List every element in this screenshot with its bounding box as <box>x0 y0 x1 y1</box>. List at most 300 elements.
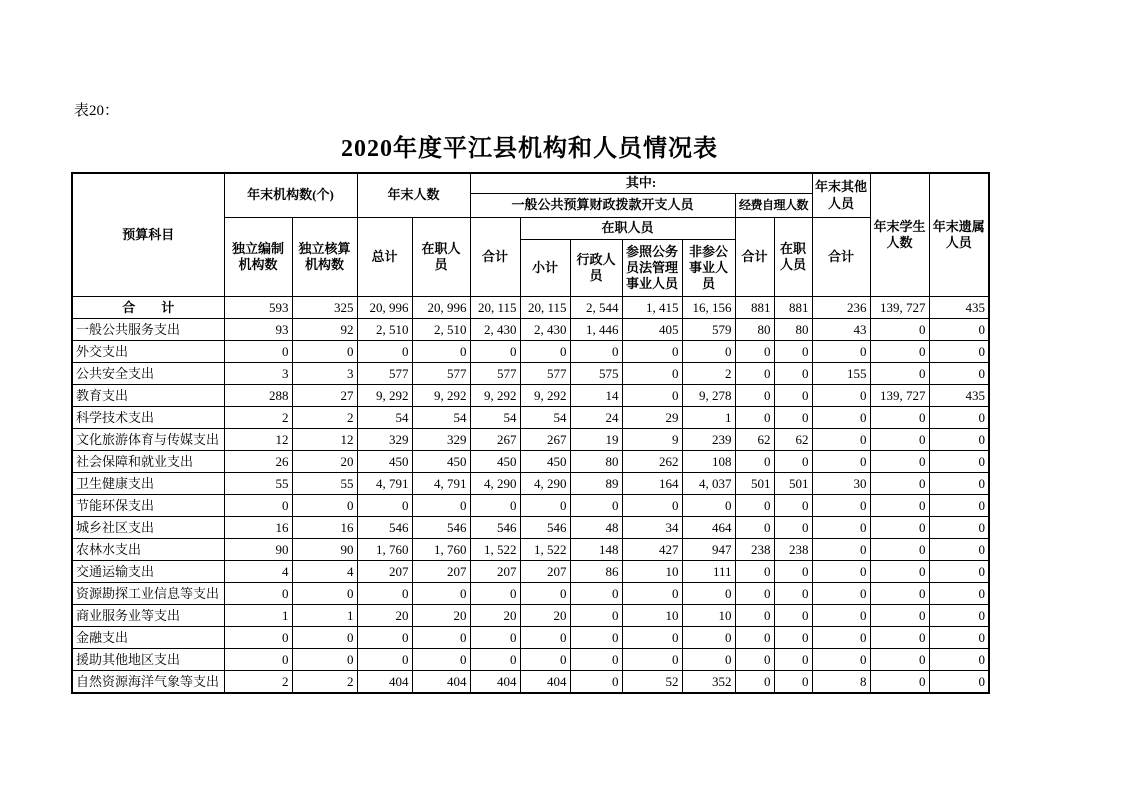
header-year-end-headcount: 年末人数 <box>357 173 470 218</box>
cell-value: 0 <box>812 451 870 473</box>
cell-value: 0 <box>520 495 570 517</box>
cell-value: 0 <box>870 319 929 341</box>
table-row <box>72 297 989 319</box>
cell-value: 450 <box>412 451 470 473</box>
cell-value: 20 <box>470 605 520 627</box>
cell-value: 0 <box>292 583 357 605</box>
cell-value: 579 <box>682 319 735 341</box>
cell-value: 0 <box>357 341 412 363</box>
cell-value: 0 <box>357 583 412 605</box>
cell-value: 288 <box>224 385 292 407</box>
cell-value: 10 <box>622 605 682 627</box>
table-row <box>72 363 989 385</box>
cell-value: 0 <box>774 407 812 429</box>
cell-value: 80 <box>735 319 774 341</box>
header-subtotal: 小计 <box>520 240 570 297</box>
cell-value: 0 <box>774 649 812 671</box>
cell-value: 20 <box>292 451 357 473</box>
cell-value: 0 <box>812 429 870 451</box>
header-year-end-survivors: 年末遗属人员 <box>929 173 989 297</box>
cell-value: 54 <box>470 407 520 429</box>
cell-value: 0 <box>735 363 774 385</box>
cell-value: 0 <box>292 341 357 363</box>
cell-value: 0 <box>735 495 774 517</box>
cell-value: 0 <box>812 561 870 583</box>
cell-value: 0 <box>929 649 989 671</box>
cell-value: 546 <box>357 517 412 539</box>
header-total: 总计 <box>357 218 412 297</box>
cell-value: 207 <box>470 561 520 583</box>
header-admin-personnel: 行政人员 <box>570 240 622 297</box>
table-row <box>72 627 989 649</box>
cell-value: 0 <box>412 649 470 671</box>
cell-value: 3 <box>292 363 357 385</box>
cell-value: 501 <box>774 473 812 495</box>
cell-value: 329 <box>357 429 412 451</box>
cell-value: 0 <box>774 627 812 649</box>
cell-value: 148 <box>570 539 622 561</box>
cell-value: 0 <box>870 583 929 605</box>
cell-value: 0 <box>622 385 682 407</box>
cell-value: 14 <box>570 385 622 407</box>
cell-value: 0 <box>929 539 989 561</box>
cell-value: 0 <box>870 605 929 627</box>
cell-value: 0 <box>929 363 989 385</box>
header-of-which: 其中: <box>470 173 812 194</box>
cell-value: 80 <box>570 451 622 473</box>
cell-value: 1, 522 <box>520 539 570 561</box>
header-sf-on-duty: 在职人员 <box>774 218 812 297</box>
row-label: 资源勘探工业信息等支出 <box>72 583 224 605</box>
cell-value: 0 <box>774 363 812 385</box>
cell-value: 4, 037 <box>682 473 735 495</box>
table-header <box>72 173 989 297</box>
cell-value: 4, 791 <box>357 473 412 495</box>
cell-value: 0 <box>622 583 682 605</box>
cell-value: 0 <box>774 671 812 694</box>
cell-value: 54 <box>520 407 570 429</box>
cell-value: 55 <box>292 473 357 495</box>
cell-value: 20, 115 <box>520 297 570 319</box>
cell-value: 267 <box>520 429 570 451</box>
cell-value: 0 <box>774 561 812 583</box>
cell-value: 0 <box>735 649 774 671</box>
header-year-end-students: 年末学生人数 <box>870 173 929 297</box>
row-label: 科学技术支出 <box>72 407 224 429</box>
cell-value: 0 <box>520 583 570 605</box>
cell-value: 0 <box>622 627 682 649</box>
cell-value: 239 <box>682 429 735 451</box>
cell-value: 0 <box>870 429 929 451</box>
cell-value: 207 <box>357 561 412 583</box>
cell-value: 16, 156 <box>682 297 735 319</box>
row-label: 合 计 <box>72 297 224 319</box>
row-label: 卫生健康支出 <box>72 473 224 495</box>
cell-value: 108 <box>682 451 735 473</box>
cell-value: 0 <box>812 539 870 561</box>
cell-value: 1, 522 <box>470 539 520 561</box>
cell-value: 9, 278 <box>682 385 735 407</box>
cell-value: 0 <box>570 583 622 605</box>
cell-value: 52 <box>622 671 682 694</box>
table-row <box>72 649 989 671</box>
cell-value: 0 <box>570 341 622 363</box>
table-row <box>72 605 989 627</box>
cell-value: 164 <box>622 473 682 495</box>
cell-value: 9, 292 <box>412 385 470 407</box>
cell-value: 3 <box>224 363 292 385</box>
row-label: 商业服务业等支出 <box>72 605 224 627</box>
cell-value: 0 <box>412 495 470 517</box>
table-row <box>72 671 989 694</box>
cell-value: 20, 996 <box>412 297 470 319</box>
cell-value: 464 <box>682 517 735 539</box>
cell-value: 0 <box>929 473 989 495</box>
row-label: 公共安全支出 <box>72 363 224 385</box>
cell-value: 20, 996 <box>357 297 412 319</box>
cell-value: 404 <box>357 671 412 694</box>
cell-value: 1, 446 <box>570 319 622 341</box>
cell-value: 546 <box>412 517 470 539</box>
cell-value: 0 <box>292 627 357 649</box>
cell-value: 1, 760 <box>412 539 470 561</box>
cell-value: 0 <box>870 561 929 583</box>
cell-value: 0 <box>520 627 570 649</box>
cell-value: 238 <box>735 539 774 561</box>
cell-value: 0 <box>735 671 774 694</box>
row-label: 援助其他地区支出 <box>72 649 224 671</box>
cell-value: 947 <box>682 539 735 561</box>
table-row <box>72 451 989 473</box>
cell-value: 0 <box>622 649 682 671</box>
cell-value: 0 <box>735 605 774 627</box>
cell-value: 325 <box>292 297 357 319</box>
cell-value: 4 <box>224 561 292 583</box>
cell-value: 2, 430 <box>520 319 570 341</box>
cell-value: 62 <box>735 429 774 451</box>
cell-value: 2 <box>224 671 292 694</box>
cell-value: 90 <box>292 539 357 561</box>
cell-value: 0 <box>224 341 292 363</box>
cell-value: 0 <box>412 341 470 363</box>
cell-value: 4, 290 <box>520 473 570 495</box>
cell-value: 0 <box>622 363 682 385</box>
table-row <box>72 583 989 605</box>
cell-value: 26 <box>224 451 292 473</box>
cell-value: 0 <box>870 341 929 363</box>
cell-value: 0 <box>870 363 929 385</box>
cell-value: 0 <box>570 627 622 649</box>
cell-value: 0 <box>929 561 989 583</box>
page-title: 2020年度平江县机构和人员情况表 <box>341 136 718 162</box>
cell-value: 0 <box>929 319 989 341</box>
cell-value: 0 <box>929 429 989 451</box>
cell-value: 0 <box>870 539 929 561</box>
cell-value: 0 <box>929 451 989 473</box>
cell-value: 2, 430 <box>470 319 520 341</box>
cell-value: 0 <box>735 627 774 649</box>
cell-value: 427 <box>622 539 682 561</box>
cell-value: 0 <box>812 649 870 671</box>
cell-value: 0 <box>357 627 412 649</box>
cell-value: 0 <box>735 341 774 363</box>
table-row <box>72 385 989 407</box>
cell-value: 4 <box>292 561 357 583</box>
cell-value: 1 <box>682 407 735 429</box>
cell-value: 0 <box>870 649 929 671</box>
cell-value: 405 <box>622 319 682 341</box>
row-label: 教育支出 <box>72 385 224 407</box>
cell-value: 155 <box>812 363 870 385</box>
cell-value: 2 <box>292 407 357 429</box>
cell-value: 0 <box>520 649 570 671</box>
cell-value: 0 <box>357 495 412 517</box>
cell-value: 577 <box>357 363 412 385</box>
cell-value: 12 <box>292 429 357 451</box>
cell-value: 0 <box>292 495 357 517</box>
cell-value: 0 <box>470 495 520 517</box>
cell-value: 0 <box>357 649 412 671</box>
cell-value: 0 <box>929 627 989 649</box>
cell-value: 450 <box>470 451 520 473</box>
cell-value: 0 <box>622 341 682 363</box>
cell-value: 48 <box>570 517 622 539</box>
cell-value: 0 <box>682 583 735 605</box>
cell-value: 0 <box>292 649 357 671</box>
table-row <box>72 407 989 429</box>
cell-value: 2 <box>224 407 292 429</box>
cell-value: 0 <box>812 605 870 627</box>
cell-value: 0 <box>774 385 812 407</box>
cell-value: 0 <box>412 583 470 605</box>
cell-value: 54 <box>412 407 470 429</box>
cell-value: 0 <box>682 341 735 363</box>
cell-value: 1, 760 <box>357 539 412 561</box>
row-label: 外交支出 <box>72 341 224 363</box>
cell-value: 86 <box>570 561 622 583</box>
cell-value: 9, 292 <box>520 385 570 407</box>
cell-value: 881 <box>735 297 774 319</box>
cell-value: 0 <box>929 671 989 694</box>
cell-value: 0 <box>470 341 520 363</box>
cell-value: 20 <box>520 605 570 627</box>
row-label: 节能环保支出 <box>72 495 224 517</box>
cell-value: 8 <box>812 671 870 694</box>
cell-value: 0 <box>870 671 929 694</box>
header-independent-accounting: 独立核算机构数 <box>292 218 357 297</box>
cell-value: 0 <box>870 451 929 473</box>
cell-value: 207 <box>520 561 570 583</box>
cell-value: 111 <box>682 561 735 583</box>
cell-value: 80 <box>774 319 812 341</box>
table-row <box>72 341 989 363</box>
table-ref-label: 表20： <box>74 103 120 119</box>
cell-value: 0 <box>520 341 570 363</box>
cell-value: 43 <box>812 319 870 341</box>
cell-value: 404 <box>412 671 470 694</box>
cell-value: 2 <box>292 671 357 694</box>
header-gb-on-duty-group: 在职人员 <box>520 218 735 240</box>
cell-value: 0 <box>870 407 929 429</box>
cell-value: 435 <box>929 385 989 407</box>
cell-value: 0 <box>682 649 735 671</box>
cell-value: 4, 791 <box>412 473 470 495</box>
cell-value: 575 <box>570 363 622 385</box>
cell-value: 593 <box>224 297 292 319</box>
cell-value: 0 <box>774 341 812 363</box>
cell-value: 0 <box>682 495 735 517</box>
cell-value: 577 <box>520 363 570 385</box>
cell-value: 89 <box>570 473 622 495</box>
cell-value: 4, 290 <box>470 473 520 495</box>
cell-value: 0 <box>224 495 292 517</box>
cell-value: 0 <box>774 583 812 605</box>
cell-value: 0 <box>929 407 989 429</box>
cell-value: 27 <box>292 385 357 407</box>
cell-value: 1, 415 <box>622 297 682 319</box>
cell-value: 20 <box>412 605 470 627</box>
cell-value: 0 <box>735 385 774 407</box>
cell-value: 0 <box>870 495 929 517</box>
table-row <box>72 561 989 583</box>
cell-value: 0 <box>735 517 774 539</box>
table-row <box>72 319 989 341</box>
cell-value: 267 <box>470 429 520 451</box>
table-row <box>72 517 989 539</box>
cell-value: 0 <box>735 583 774 605</box>
cell-value: 90 <box>224 539 292 561</box>
header-year-end-other: 年末其他人员 <box>812 173 870 218</box>
cell-value: 577 <box>412 363 470 385</box>
table-row <box>72 539 989 561</box>
cell-value: 1 <box>292 605 357 627</box>
cell-value: 0 <box>470 627 520 649</box>
cell-value: 0 <box>622 495 682 517</box>
cell-value: 0 <box>812 385 870 407</box>
cell-value: 0 <box>470 583 520 605</box>
cell-value: 12 <box>224 429 292 451</box>
cell-value: 0 <box>774 605 812 627</box>
header-independent-establishment: 独立编制机构数 <box>224 218 292 297</box>
cell-value: 0 <box>570 649 622 671</box>
cell-value: 0 <box>812 627 870 649</box>
cell-value: 0 <box>224 627 292 649</box>
cell-value: 238 <box>774 539 812 561</box>
cell-value: 16 <box>224 517 292 539</box>
cell-value: 546 <box>520 517 570 539</box>
cell-value: 236 <box>812 297 870 319</box>
cell-value: 19 <box>570 429 622 451</box>
cell-value: 20 <box>357 605 412 627</box>
header-on-duty: 在职人员 <box>412 218 470 297</box>
row-label: 交通运输支出 <box>72 561 224 583</box>
cell-value: 0 <box>870 473 929 495</box>
cell-value: 0 <box>929 495 989 517</box>
header-other-total: 合计 <box>812 218 870 297</box>
cell-value: 0 <box>774 495 812 517</box>
cell-value: 30 <box>812 473 870 495</box>
cell-value: 577 <box>470 363 520 385</box>
cell-value: 0 <box>929 583 989 605</box>
cell-value: 2 <box>682 363 735 385</box>
cell-value: 1 <box>224 605 292 627</box>
personnel-table <box>71 172 990 694</box>
cell-value: 20, 115 <box>470 297 520 319</box>
table-row <box>72 495 989 517</box>
cell-value: 0 <box>812 495 870 517</box>
cell-value: 450 <box>357 451 412 473</box>
row-label: 自然资源海洋气象等支出 <box>72 671 224 694</box>
cell-value: 0 <box>682 627 735 649</box>
cell-value: 0 <box>929 517 989 539</box>
cell-value: 0 <box>870 627 929 649</box>
cell-value: 404 <box>520 671 570 694</box>
cell-value: 2, 510 <box>412 319 470 341</box>
cell-value: 404 <box>470 671 520 694</box>
cell-value: 10 <box>622 561 682 583</box>
cell-value: 16 <box>292 517 357 539</box>
header-self-funded: 经费自理人数 <box>735 194 812 218</box>
header-civil-service-law-managed: 参照公务员法管理事业人员 <box>622 240 682 297</box>
cell-value: 450 <box>520 451 570 473</box>
cell-value: 501 <box>735 473 774 495</box>
cell-value: 0 <box>774 451 812 473</box>
cell-value: 0 <box>570 495 622 517</box>
cell-value: 0 <box>812 517 870 539</box>
cell-value: 0 <box>224 649 292 671</box>
cell-value: 0 <box>929 341 989 363</box>
cell-value: 2, 544 <box>570 297 622 319</box>
row-label: 金融支出 <box>72 627 224 649</box>
header-gb-total: 合计 <box>470 218 520 297</box>
cell-value: 9 <box>622 429 682 451</box>
header-non-cs-institution: 非参公事业人员 <box>682 240 735 297</box>
cell-value: 92 <box>292 319 357 341</box>
row-label: 城乡社区支出 <box>72 517 224 539</box>
cell-value: 0 <box>570 671 622 694</box>
cell-value: 435 <box>929 297 989 319</box>
cell-value: 0 <box>774 517 812 539</box>
cell-value: 34 <box>622 517 682 539</box>
cell-value: 881 <box>774 297 812 319</box>
cell-value: 62 <box>774 429 812 451</box>
header-year-end-org-count: 年末机构数(个) <box>224 173 357 218</box>
cell-value: 329 <box>412 429 470 451</box>
cell-value: 207 <box>412 561 470 583</box>
cell-value: 0 <box>470 649 520 671</box>
table-row <box>72 429 989 451</box>
cell-value: 0 <box>929 605 989 627</box>
cell-value: 352 <box>682 671 735 694</box>
cell-value: 0 <box>812 407 870 429</box>
cell-value: 262 <box>622 451 682 473</box>
cell-value: 0 <box>812 341 870 363</box>
cell-value: 0 <box>735 451 774 473</box>
header-general-budget-personnel: 一般公共预算财政拨款开支人员 <box>470 194 735 218</box>
cell-value: 546 <box>470 517 520 539</box>
cell-value: 54 <box>357 407 412 429</box>
cell-value: 24 <box>570 407 622 429</box>
cell-value: 29 <box>622 407 682 429</box>
row-label: 社会保障和就业支出 <box>72 451 224 473</box>
cell-value: 55 <box>224 473 292 495</box>
cell-value: 0 <box>224 583 292 605</box>
row-label: 文化旅游体育与传媒支出 <box>72 429 224 451</box>
cell-value: 10 <box>682 605 735 627</box>
cell-value: 0 <box>870 517 929 539</box>
cell-value: 0 <box>812 583 870 605</box>
cell-value: 0 <box>735 561 774 583</box>
